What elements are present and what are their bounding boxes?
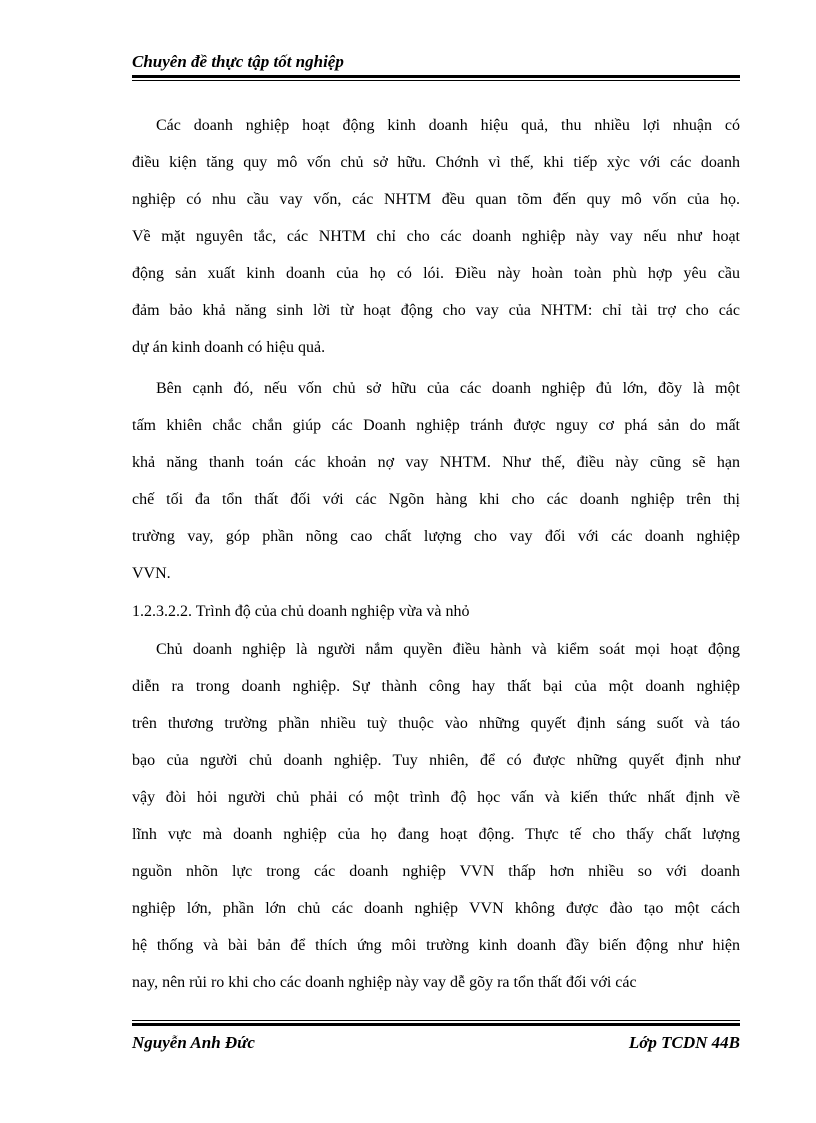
paragraph-3 — [132, 631, 740, 1001]
footer-rule-thin — [132, 1020, 740, 1021]
footer-class: Lớp TCDN 44B — [628, 1033, 740, 1052]
header-rule — [132, 75, 740, 78]
text-line: động sản xuất kinh doanh của họ có lói. Điều này hoàn toàn phù hợp yêu cầu — [132, 265, 740, 282]
paragraph-1 — [132, 107, 740, 366]
text-line: đảm bảo khả năng sinh lời từ hoạt động cho vay của NHTM: chỉ tài trợ cho các — [132, 302, 740, 319]
text-line: VVN. — [132, 565, 171, 582]
text-line: Về mặt nguyên tắc, các NHTM chỉ cho các doanh nghiệp này vay nếu như hoạt — [132, 228, 740, 245]
text-line: khả năng thanh toán các khoản nợ vay NHTM. Như thế, điều này cũng sẽ hạn — [132, 454, 740, 471]
footer-row — [132, 1033, 740, 1053]
text-line: nay, nên rủi ro khi cho các doanh nghiệp này vay dễ gõy ra tổn thất đối với các — [132, 974, 637, 991]
text-line: diễn ra trong doanh nghiệp. Sự thành công hay thất bại của một doanh nghiệp — [132, 678, 740, 695]
page-footer — [132, 1020, 740, 1053]
document-body — [132, 107, 740, 1001]
text-line: chế tối đa tổn thất đối với các Ngõn hàng khi cho các doanh nghiệp trên thị — [132, 491, 740, 508]
page-header — [132, 50, 740, 81]
header-title: Chuyên đề thực tập tốt nghiệp — [132, 52, 344, 71]
footer-author: Nguyễn Anh Đức — [132, 1033, 255, 1052]
text-line: nghiệp lớn, phần lớn chủ các doanh nghiệp VVN không được đào tạo một cách — [132, 900, 740, 917]
text-line: dự án kinh doanh có hiệu quả. — [132, 339, 326, 356]
text-line: điều kiện tăng quy mô vốn chủ sở hữu. Chớnh vì thế, khi tiếp xỳc với các doanh — [132, 154, 740, 171]
text-line: nghiệp có nhu cầu vay vốn, các NHTM đều quan tõm đến quy mô vốn của họ. — [132, 191, 740, 208]
footer-rule — [132, 1023, 740, 1026]
text-line: tấm khiên chắc chắn giúp các Doanh nghiệp tránh được nguy cơ phá sản do mất — [132, 417, 740, 434]
text-line: lĩnh vực mà doanh nghiệp của họ đang hoạt động. Thực tế cho thấy chất lượng — [132, 826, 740, 843]
text-line: Bên cạnh đó, nếu vốn chủ sở hữu của các doanh nghiệp đủ lớn, đõy là một — [156, 380, 740, 397]
text-line: trường vay, góp phần nõng cao chất lượng cho vay đối với các doanh nghiệp — [132, 528, 740, 545]
header-rule-thin — [132, 80, 740, 81]
text-line: hệ thống và bài bản để thích ứng môi trường kinh doanh đầy biến động như hiện — [132, 937, 740, 954]
text-line: Các doanh nghiệp hoạt động kinh doanh hiệu quả, thu nhiều lợi nhuận có — [156, 117, 740, 134]
text-line: Chủ doanh nghiệp là người nắm quyền điều hành và kiểm soát mọi hoạt động — [156, 641, 740, 658]
text-line: nguồn nhõn lực trong các doanh nghiệp VVN thấp hơn nhiều so với doanh — [132, 863, 740, 880]
text-line: bạo của người chủ doanh nghiệp. Tuy nhiên, để có được những quyết định như — [132, 752, 740, 769]
text-line: trên thương trường phần nhiều tuỳ thuộc vào những quyết định sáng suốt và táo — [132, 715, 740, 732]
section-heading: 1.2.3.2.2. Trình độ của chủ doanh nghiệp vừa và nhỏ — [132, 603, 470, 620]
paragraph-2 — [132, 370, 740, 592]
text-line: vậy đòi hỏi người chủ phải có một trình độ học vấn và kiến thức nhất định về — [132, 789, 740, 806]
